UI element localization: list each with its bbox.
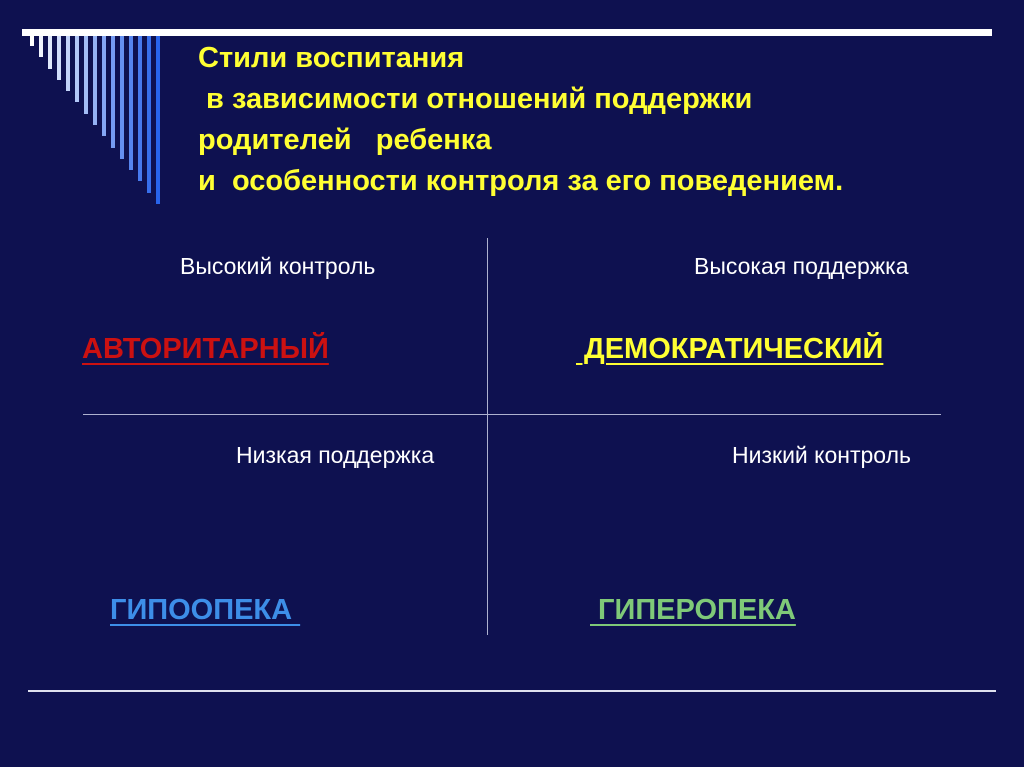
decorative-stripe [102,36,106,136]
decorative-stripe [30,36,34,46]
decorative-stripe [48,36,52,69]
label-low-support: Низкая поддержка [236,442,435,468]
decorative-stripe [75,36,79,102]
title-line-4: и особенности контроля за его поведением. [198,165,844,197]
style-hypo-guardianship[interactable]: ГИПООПЕКА [110,594,301,626]
decorative-stripe [120,36,124,159]
decorative-stripe [156,36,160,204]
decorative-stripe [66,36,70,91]
decorative-stripe [129,36,133,170]
decorative-stripe [57,36,61,80]
decorative-stripe [138,36,142,181]
slide-title [198,38,843,202]
title-line-2: в зависимости отношений поддержки [198,83,753,115]
decorative-stripe [93,36,97,125]
style-authoritarian[interactable]: АВТОРИТАРНЫЙ [82,333,329,365]
label-low-control: Низкий контроль [732,442,911,468]
decorative-stripe [147,36,151,193]
label-high-control: Высокий контроль [180,253,376,279]
title-line-3: родителей ребенка [198,124,492,156]
vertical-axis-line [487,238,488,635]
decorative-stripe [111,36,115,148]
title-line-1: Стили воспитания [198,42,465,74]
decorative-stripe [39,36,43,57]
decorative-stripe [84,36,88,114]
style-hyper-guardianship[interactable]: ГИПЕРОПЕКА [590,594,796,626]
top-rule [22,29,992,36]
bottom-rule [28,690,996,692]
style-democratic[interactable]: ДЕМОКРАТИЧЕСКИЙ [576,333,884,365]
label-high-support: Высокая поддержка [694,253,909,279]
horizontal-axis-line [83,414,941,415]
